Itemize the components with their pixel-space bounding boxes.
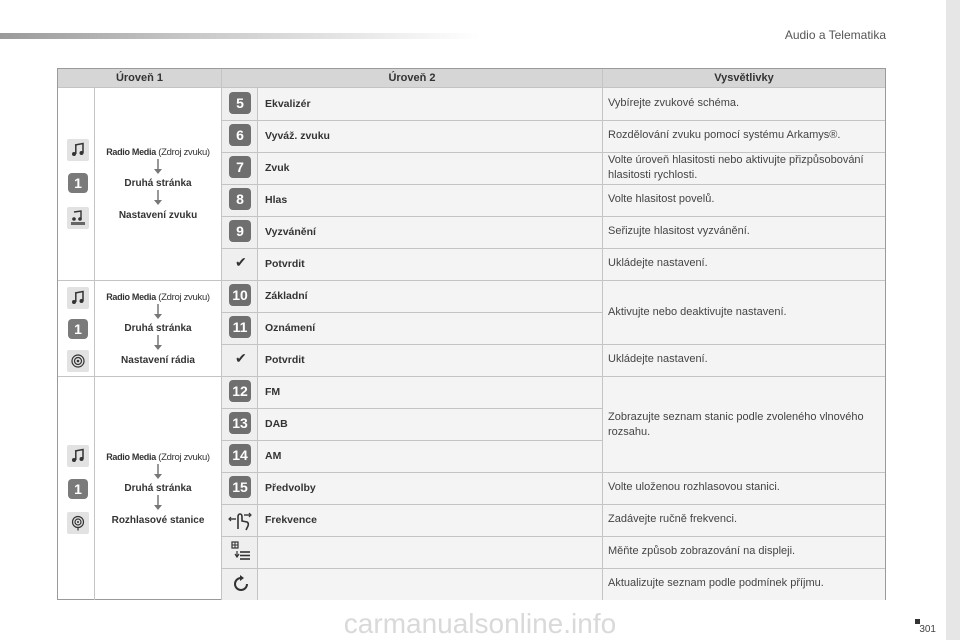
arrow-down-icon bbox=[153, 335, 163, 351]
item-number-badge: 8 bbox=[229, 188, 251, 210]
menu-item-label: Základní bbox=[265, 290, 308, 302]
section-number-badge: 1 bbox=[68, 319, 88, 339]
table-vline bbox=[602, 69, 603, 600]
item-description: Měňte způsob zobrazování na displeji. bbox=[608, 545, 796, 557]
column-header-explanation: Vysvětlivky bbox=[603, 69, 885, 87]
item-number-badge: 11 bbox=[229, 316, 251, 338]
menu-item-label: Zvuk bbox=[265, 162, 290, 174]
table-hline bbox=[222, 216, 885, 217]
table-hline bbox=[222, 344, 885, 345]
level1-page-label: Druhá stránka bbox=[124, 323, 192, 334]
table-hline bbox=[222, 248, 885, 249]
item-number-badge: 14 bbox=[229, 444, 251, 466]
source-label bbox=[95, 452, 221, 463]
arrow-down-icon bbox=[153, 190, 163, 206]
item-description: Seřizujte hlasitost vyzvánění. bbox=[608, 225, 750, 237]
item-number-badge: 6 bbox=[229, 124, 251, 146]
menu-item-label: DAB bbox=[265, 418, 288, 430]
item-number-badge: 10 bbox=[229, 284, 251, 306]
music-note-icon bbox=[67, 287, 89, 309]
table-hline bbox=[222, 504, 885, 505]
table-hline bbox=[222, 568, 885, 569]
manual-frequency-icon bbox=[228, 509, 252, 531]
source-label-bold: Radio Media bbox=[106, 452, 156, 462]
level1-submenu-label: Nastavení zvuku bbox=[118, 210, 198, 221]
refresh-icon bbox=[231, 574, 251, 594]
level1-submenu-label: Nastavení rádia bbox=[121, 355, 195, 366]
page-edge-strip bbox=[946, 0, 960, 640]
menu-item-label: Potvrdit bbox=[265, 354, 305, 366]
menu-item-label: Vyváž. zvuku bbox=[265, 130, 330, 142]
arrow-down-icon bbox=[153, 464, 163, 480]
item-number-badge: 12 bbox=[229, 380, 251, 402]
table-hline bbox=[222, 536, 885, 537]
arrow-down-icon bbox=[153, 304, 163, 320]
table-hline bbox=[58, 87, 885, 88]
item-description: Vybírejte zvukové schéma. bbox=[608, 97, 740, 109]
check-icon: ✔ bbox=[235, 254, 247, 270]
section-number-badge: 1 bbox=[68, 479, 88, 499]
page-number: 301 bbox=[919, 624, 936, 635]
source-label-bold: Radio Media bbox=[106, 147, 156, 157]
table-hline bbox=[222, 472, 885, 473]
radio-station-icon bbox=[67, 512, 89, 534]
source-label-paren: (Zdroj zvuku) bbox=[155, 147, 210, 158]
column-header-level1: Úroveň 1 bbox=[58, 69, 221, 87]
menu-item-label: Předvolby bbox=[265, 482, 316, 494]
table-vline bbox=[221, 69, 222, 600]
item-description: Volte hlasitost povelů. bbox=[608, 193, 715, 205]
source-label bbox=[95, 147, 221, 158]
item-number-badge: 9 bbox=[229, 220, 251, 242]
item-number-badge: 5 bbox=[229, 92, 251, 114]
menu-item-label: Frekvence bbox=[265, 514, 317, 526]
menu-item-label: Ekvalizér bbox=[265, 98, 311, 110]
item-description: Aktualizujte seznam podle podmínek příjmu. bbox=[608, 577, 824, 589]
item-description: Volte uloženou rozhlasovou stanici. bbox=[608, 481, 780, 493]
menu-item-label: AM bbox=[265, 450, 282, 462]
header-gradient-bar bbox=[0, 33, 480, 39]
radio-settings-icon bbox=[67, 350, 89, 372]
check-icon: ✔ bbox=[235, 350, 247, 366]
source-label-paren: (Zdroj zvuku) bbox=[155, 452, 210, 463]
item-description: Zadávejte ručně frekvenci. bbox=[608, 513, 738, 525]
column-header-level2: Úroveň 2 bbox=[222, 69, 602, 87]
table-hline bbox=[222, 440, 603, 441]
settings-table bbox=[57, 68, 886, 600]
display-mode-icon bbox=[230, 540, 252, 562]
item-number-badge: 7 bbox=[229, 156, 251, 178]
level1-page-label: Druhá stránka bbox=[124, 483, 192, 494]
source-label bbox=[95, 292, 221, 303]
table-hline bbox=[222, 120, 885, 121]
table-hline bbox=[222, 312, 603, 313]
level1-submenu-label: Rozhlasové stanice bbox=[111, 515, 205, 526]
item-description: Zobrazujte seznam stanic podle zvoleného vlnového rozsahu. bbox=[608, 411, 864, 438]
page-header-title: Audio a Telematika bbox=[784, 28, 886, 42]
arrow-down-icon bbox=[153, 159, 163, 175]
table-hline bbox=[58, 376, 885, 377]
menu-item-label: Hlas bbox=[265, 194, 288, 206]
menu-item-label: Vyzvánění bbox=[265, 226, 316, 238]
arrow-down-icon bbox=[153, 495, 163, 511]
item-description: Aktivujte nebo deaktivujte nastavení. bbox=[608, 306, 787, 318]
menu-item-label: FM bbox=[265, 386, 281, 398]
item-description: Rozdělování zvuku pomocí systému Arkamys®. bbox=[608, 129, 841, 141]
table-hline bbox=[222, 184, 885, 185]
source-label-bold: Radio Media bbox=[106, 292, 156, 302]
menu-item-label: Oznámení bbox=[265, 322, 316, 334]
watermark-text: carmanualsonline.info bbox=[343, 608, 617, 639]
item-description: Volte úroveň hlasitosti nebo aktivujte přizpůsobování hlasitosti rychlosti. bbox=[608, 154, 864, 181]
item-description: Ukládejte nastavení. bbox=[608, 257, 708, 269]
table-hline bbox=[222, 408, 603, 409]
menu-item-label: Potvrdit bbox=[265, 258, 305, 270]
item-description: Ukládejte nastavení. bbox=[608, 353, 708, 365]
level1-page-label: Druhá stránka bbox=[124, 178, 192, 189]
source-label-paren: (Zdroj zvuku) bbox=[155, 292, 210, 303]
item-number-badge: 13 bbox=[229, 412, 251, 434]
item-number-badge: 15 bbox=[229, 476, 251, 498]
table-hline bbox=[58, 280, 885, 281]
music-note-icon bbox=[67, 445, 89, 467]
section-number-badge: 1 bbox=[68, 173, 88, 193]
music-note-icon bbox=[67, 139, 89, 161]
sound-settings-icon bbox=[67, 207, 89, 229]
